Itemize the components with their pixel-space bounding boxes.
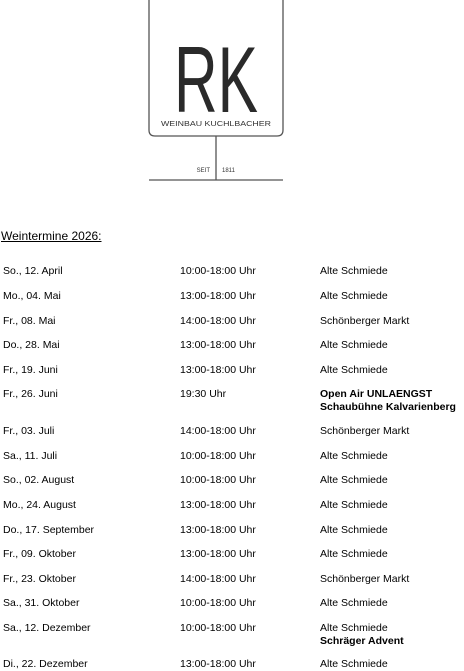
event-date: Sa., 12. Dezember bbox=[3, 622, 91, 634]
event-date: Fr., 08. Mai bbox=[3, 315, 56, 327]
event-date: Fr., 19. Juni bbox=[3, 364, 58, 376]
event-time: 13:00-18:00 Uhr bbox=[180, 548, 256, 560]
event-location bbox=[320, 450, 388, 463]
event-location bbox=[320, 524, 388, 537]
event-time: 19:30 Uhr bbox=[180, 388, 227, 400]
event-location-name: Schönberger Markt bbox=[320, 315, 410, 327]
event-location bbox=[320, 658, 388, 671]
event-location-name: Alte Schmiede bbox=[320, 499, 388, 511]
event-location bbox=[320, 622, 404, 648]
event-date: Mo., 24. August bbox=[3, 499, 76, 511]
event-location-name: Alte Schmiede bbox=[320, 622, 388, 634]
event-location-name: Alte Schmiede bbox=[320, 290, 388, 302]
event-time: 14:00-18:00 Uhr bbox=[180, 573, 256, 585]
event-time: 13:00-18:00 Uhr bbox=[180, 290, 256, 302]
event-location-name: Schönberger Markt bbox=[320, 425, 410, 437]
event-location-name: Alte Schmiede bbox=[320, 450, 388, 462]
event-location bbox=[320, 265, 388, 278]
event-time: 14:00-18:00 Uhr bbox=[180, 425, 256, 437]
event-date: Di., 22. Dezember bbox=[3, 658, 88, 670]
event-location-name: Alte Schmiede bbox=[320, 339, 388, 351]
event-location bbox=[320, 388, 456, 414]
event-location bbox=[320, 499, 388, 512]
event-date: So., 02. August bbox=[3, 474, 75, 486]
event-time: 13:00-18:00 Uhr bbox=[180, 364, 256, 376]
event-location bbox=[320, 548, 388, 561]
event-time: 13:00-18:00 Uhr bbox=[180, 524, 256, 536]
event-date: Do., 17. September bbox=[3, 524, 95, 536]
event-date: Fr., 09. Oktober bbox=[3, 548, 76, 560]
event-location-name: Alte Schmiede bbox=[320, 548, 388, 560]
logo-brand-name: WEINBAU KUCHLBACHER bbox=[161, 121, 271, 128]
event-location-name: Schönberger Markt bbox=[320, 573, 410, 585]
event-time: 10:00-18:00 Uhr bbox=[180, 474, 256, 486]
event-date: Fr., 03. Juli bbox=[3, 425, 55, 437]
logo-monogram: RK bbox=[174, 27, 258, 132]
event-time: 13:00-18:00 Uhr bbox=[180, 658, 256, 670]
event-location bbox=[320, 597, 388, 610]
event-location-name: Open Air UNLAENGST bbox=[320, 388, 433, 400]
logo-year: 1811 bbox=[222, 168, 235, 174]
event-time: 10:00-18:00 Uhr bbox=[180, 450, 256, 462]
event-location-name: Alte Schmiede bbox=[320, 524, 388, 536]
event-date: Fr., 26. Juni bbox=[3, 388, 58, 400]
event-location bbox=[320, 364, 388, 377]
event-date: Do., 28. Mai bbox=[3, 339, 60, 351]
event-date: Fr., 23. Oktober bbox=[3, 573, 76, 585]
event-time: 13:00-18:00 Uhr bbox=[180, 499, 256, 511]
event-location bbox=[320, 290, 388, 303]
event-location bbox=[320, 425, 409, 438]
event-time: 10:00-18:00 Uhr bbox=[180, 622, 256, 634]
event-date: So., 12. April bbox=[3, 265, 63, 277]
event-location-subtitle: Schräger Advent bbox=[320, 635, 404, 647]
event-time: 10:00-18:00 Uhr bbox=[180, 265, 256, 277]
logo-seit-label: SEIT bbox=[196, 168, 210, 174]
event-time: 10:00-18:00 Uhr bbox=[180, 597, 256, 609]
event-date: Sa., 31. Oktober bbox=[3, 597, 80, 609]
event-time: 14:00-18:00 Uhr bbox=[180, 315, 256, 327]
event-location-name: Alte Schmiede bbox=[320, 265, 388, 277]
event-location-name: Alte Schmiede bbox=[320, 658, 388, 670]
event-date: Sa., 11. Juli bbox=[3, 450, 58, 462]
event-location bbox=[320, 474, 388, 487]
event-location bbox=[320, 339, 388, 352]
event-location bbox=[320, 315, 409, 328]
event-location-name: Alte Schmiede bbox=[320, 364, 388, 376]
event-location bbox=[320, 573, 409, 586]
event-location-name: Alte Schmiede bbox=[320, 597, 388, 609]
event-location-name: Alte Schmiede bbox=[320, 474, 388, 486]
event-date: Mo., 04. Mai bbox=[3, 290, 61, 302]
section-title: Weintermine 2026: bbox=[1, 229, 102, 243]
event-location-subtitle: Schaubühne Kalvarienberg bbox=[320, 401, 456, 413]
event-time: 13:00-18:00 Uhr bbox=[180, 339, 256, 351]
